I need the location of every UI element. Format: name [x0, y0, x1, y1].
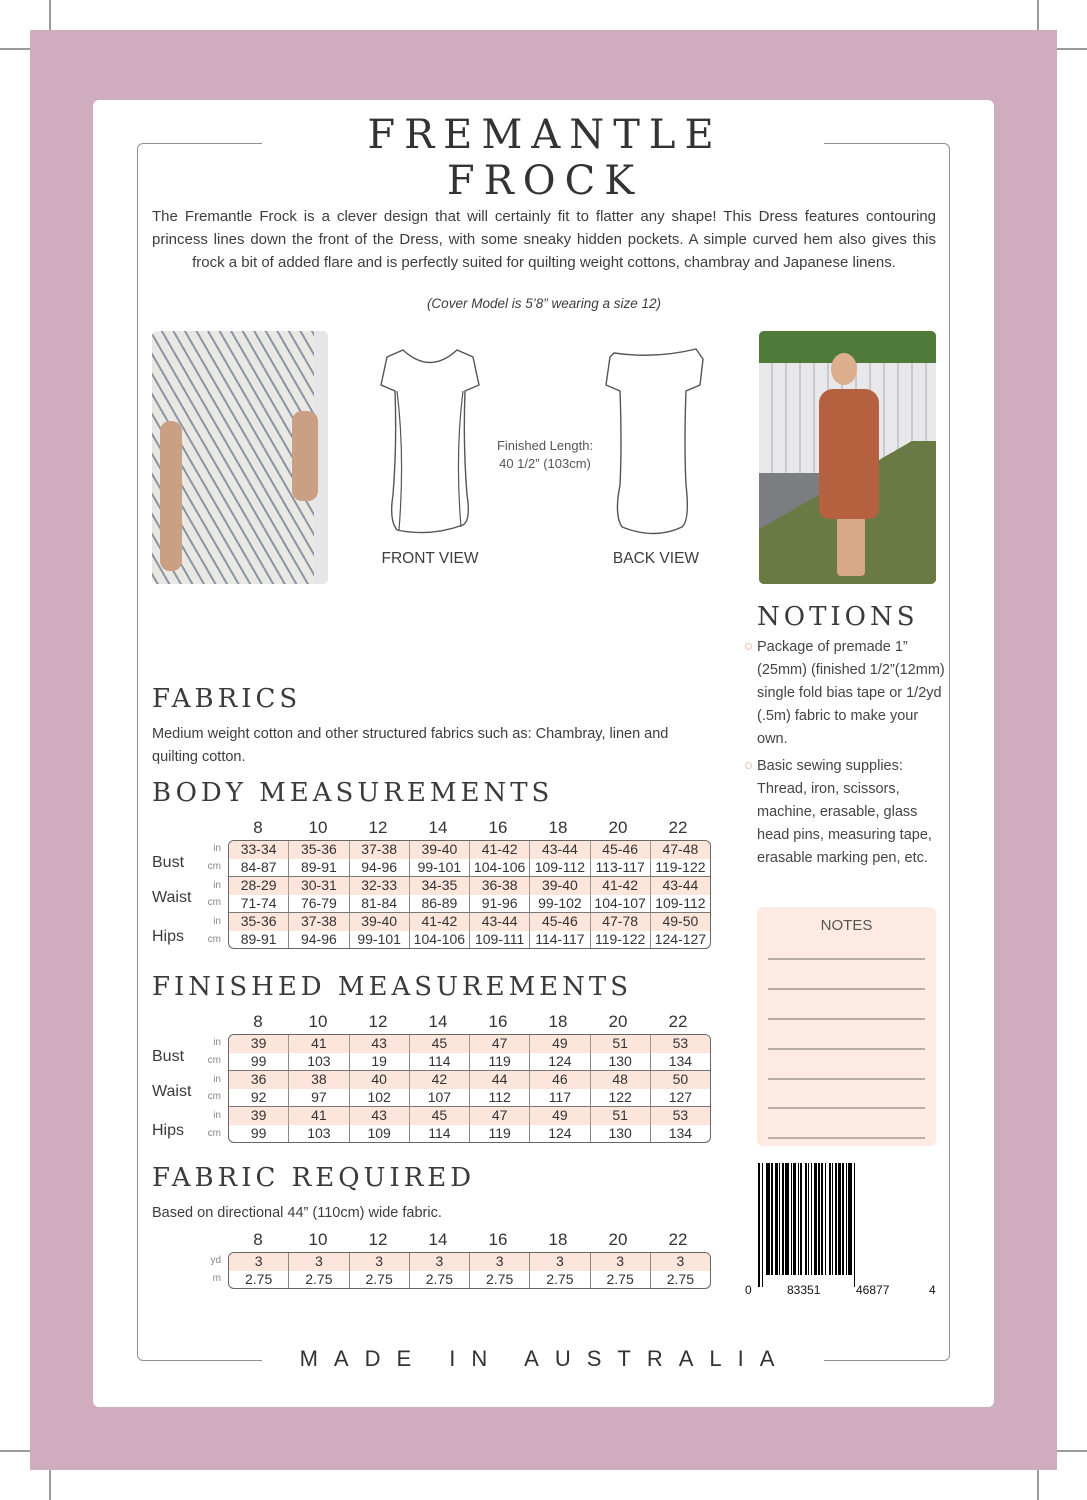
barcode-digit: 83351: [787, 1283, 821, 1297]
unit-label: in: [213, 879, 221, 891]
table-cell: 36: [250, 1071, 267, 1087]
back-view-label: BACK VIEW: [612, 550, 700, 567]
table-cell: 84-87: [240, 858, 277, 875]
unit-label: in: [213, 1073, 221, 1085]
table-cell: 3: [650, 1253, 710, 1271]
size-column-header: 12: [368, 818, 388, 837]
notion-text: Basic sewing supplies: Thread, iron, scissors, machine, erasable, glass head pins, measuring tape, erasable marking pen, etc.: [757, 758, 932, 866]
table-cell: 89-91: [240, 930, 277, 947]
notes-line: [768, 1018, 925, 1020]
table-group: [229, 841, 710, 876]
table-cell: 99-101: [409, 859, 469, 877]
bullet-circle-icon: [745, 762, 752, 769]
table-cell: 47: [469, 1035, 529, 1053]
size-column-header: 16: [488, 1230, 508, 1249]
table-cell: 41: [288, 1107, 348, 1125]
photo-head: [831, 353, 857, 385]
notions-heading: NOTIONS: [757, 602, 919, 632]
table-cell: 3: [529, 1253, 589, 1271]
table-cell: 94-96: [349, 859, 409, 877]
size-column-header: 16: [488, 1012, 508, 1031]
size-column-header: 12: [368, 1230, 388, 1249]
fabric-required-subtitle: Based on directional 44” (110cm) wide fabric.: [152, 1205, 442, 1221]
table-row: [229, 931, 710, 949]
table-cell: 114: [409, 1125, 469, 1143]
table-cell: 2.75: [245, 1270, 273, 1287]
table-cell: 119: [469, 1125, 529, 1143]
table-cell: 41-42: [409, 913, 469, 931]
table-cell: 30-31: [288, 877, 348, 895]
table-row: [229, 1253, 710, 1271]
table-cell: 41: [288, 1035, 348, 1053]
table-cell: 119: [469, 1053, 529, 1071]
notes-line: [768, 1107, 925, 1109]
size-column-header: 18: [548, 1012, 568, 1031]
size-column-header: 10: [308, 1012, 328, 1031]
table-row: [229, 1125, 710, 1143]
body-measurements-heading: BODY MEASUREMENTS: [152, 778, 554, 808]
crop-mark: [0, 1450, 33, 1452]
list-item: [745, 755, 945, 870]
table-cell: 109: [349, 1125, 409, 1143]
table-row: [229, 841, 710, 859]
table-row: [229, 859, 710, 877]
table-cell: 109-111: [469, 931, 529, 949]
table-cell: 43: [349, 1035, 409, 1053]
table-group: [229, 1070, 710, 1106]
table-group: [229, 876, 710, 912]
row-label-bust: Bust: [152, 1048, 185, 1065]
barcode-bar: [855, 1163, 857, 1275]
table-cell: 43-44: [469, 913, 529, 931]
notions-list: [745, 636, 945, 874]
table-cell: 53: [650, 1035, 710, 1053]
crop-mark: [1054, 48, 1087, 50]
fabrics-text: Medium weight cotton and other structured fabrics such as: Chambray, linen and quilting cotton.: [152, 726, 669, 765]
row-label-waist: Waist: [152, 889, 192, 906]
notes-line: [768, 1137, 925, 1139]
table-cell: 46: [529, 1071, 589, 1089]
table-cell: 2.75: [590, 1271, 650, 1289]
table-cell: 3: [254, 1253, 263, 1269]
table-row: [229, 913, 710, 931]
barcode-digit: 0: [745, 1283, 752, 1297]
unit-label: cm: [207, 897, 221, 908]
table-cell: 122: [590, 1089, 650, 1107]
table-cell: 104-107: [590, 895, 650, 913]
table-cell: 3: [469, 1253, 529, 1271]
notes-line: [768, 1078, 925, 1080]
table-cell: 32-33: [349, 877, 409, 895]
table-cell: 109-112: [529, 859, 589, 877]
table-cell: 3: [590, 1253, 650, 1271]
size-column-header: 14: [428, 1230, 448, 1249]
table-cell: 109-112: [650, 895, 710, 913]
table-group: [229, 1035, 710, 1070]
cover-model-note: (Cover Model is 5’8” wearing a size 12): [426, 296, 662, 311]
size-column-header: 18: [548, 818, 568, 837]
size-column-header: 20: [608, 1012, 628, 1031]
table-cell: 49: [529, 1035, 589, 1053]
table-cell: 114: [409, 1053, 469, 1071]
table-row: [229, 877, 710, 895]
table-cell: 99-102: [529, 895, 589, 913]
table-cell: 99: [250, 1052, 267, 1069]
finished-length-label: Finished Length:: [496, 438, 594, 453]
size-column-header: 22: [668, 1230, 688, 1249]
table-row: [229, 1035, 710, 1053]
table-row: [229, 1089, 710, 1107]
table-cell: 124: [529, 1125, 589, 1143]
size-column-header: 22: [668, 818, 688, 837]
table-cell: 86-89: [409, 895, 469, 913]
table-row: [229, 1053, 710, 1071]
unit-label: cm: [207, 1127, 221, 1139]
table-cell: 104-106: [409, 931, 469, 949]
table-cell: 43-44: [650, 877, 710, 895]
table-cell: 71-74: [240, 894, 277, 911]
unit-label: in: [213, 843, 221, 854]
table-cell: 53: [650, 1107, 710, 1125]
size-column-header: 16: [488, 818, 508, 837]
table-cell: 37-38: [288, 913, 348, 931]
crop-mark: [1054, 1450, 1087, 1452]
fabrics-heading: FABRICS: [152, 684, 302, 714]
front-view-label: FRONT VIEW: [381, 550, 479, 567]
table-cell: 43-44: [529, 841, 589, 859]
table-cell: 38: [288, 1071, 348, 1089]
table-cell: 130: [590, 1125, 650, 1143]
table-cell: 51: [590, 1035, 650, 1053]
body-measurements-table: [228, 840, 711, 949]
size-column-header: 14: [428, 1012, 448, 1031]
fabric-required-table: [228, 1252, 711, 1289]
table-cell: 41-42: [469, 841, 529, 859]
table-cell: 2.75: [650, 1271, 710, 1289]
table-cell: 103: [288, 1053, 348, 1071]
table-cell: 117: [529, 1089, 589, 1107]
table-cell: 19: [349, 1053, 409, 1071]
table-group: [229, 1106, 710, 1142]
table-cell: 94-96: [288, 931, 348, 949]
row-label-hips: Hips: [152, 928, 185, 945]
table-cell: 41-42: [590, 877, 650, 895]
table-cell: 89-91: [288, 859, 348, 877]
table-cell: 49: [529, 1107, 589, 1125]
table-row: [229, 1071, 710, 1089]
table-cell: 51: [590, 1107, 650, 1125]
barcode-digit: 4: [929, 1283, 936, 1297]
notion-text: Package of premade 1” (25mm) (finished 1/2”(12mm) single fold bias tape or 1/2yd (.5m) fabric to make your own.: [757, 639, 945, 747]
unit-label: cm: [207, 1091, 221, 1102]
size-column-header: 10: [308, 1230, 328, 1249]
unit-label: cm: [207, 1054, 221, 1066]
size-column-header: 20: [608, 1230, 628, 1249]
front-photo: [152, 331, 328, 584]
table-cell: 124: [529, 1053, 589, 1071]
table-cell: 47-78: [590, 913, 650, 931]
table-cell: 34-35: [409, 877, 469, 895]
table-cell: 124-127: [650, 931, 710, 949]
table-cell: 39: [250, 1035, 267, 1051]
table-cell: 92: [250, 1088, 267, 1105]
table-cell: 81-84: [349, 895, 409, 913]
table-cell: 39-40: [409, 841, 469, 859]
size-column-header: 20: [608, 818, 628, 837]
table-row: [229, 1271, 710, 1289]
crop-mark: [49, 1467, 51, 1500]
size-column-header: 8: [253, 1012, 263, 1031]
table-cell: 2.75: [529, 1271, 589, 1289]
photo-arm: [292, 411, 318, 501]
table-cell: 104-106: [469, 859, 529, 877]
table-cell: 112: [469, 1089, 529, 1107]
table-cell: 43: [349, 1107, 409, 1125]
table-cell: 50: [650, 1071, 710, 1089]
table-cell: 35-36: [240, 913, 277, 929]
size-column-header: 8: [253, 818, 263, 837]
table-cell: 130: [590, 1053, 650, 1071]
table-cell: 3: [409, 1253, 469, 1271]
table-cell: 49-50: [650, 913, 710, 931]
made-in-australia: MADE IN AUSTRALIA: [299, 1346, 791, 1371]
front-view-sketch-icon: [375, 345, 485, 545]
table-cell: 44: [469, 1071, 529, 1089]
table-cell: 39-40: [349, 913, 409, 931]
model-photo: [759, 331, 936, 584]
table-cell: 3: [349, 1253, 409, 1271]
size-column-header: 14: [428, 818, 448, 837]
table-cell: 42: [409, 1071, 469, 1089]
unit-label: yd: [210, 1255, 221, 1266]
barcode-icon: [758, 1163, 928, 1275]
table-cell: 119-122: [650, 859, 710, 877]
unit-label: in: [213, 1037, 221, 1048]
table-cell: 33-34: [240, 841, 277, 857]
table-cell: 2.75: [349, 1271, 409, 1289]
table-cell: 76-79: [288, 895, 348, 913]
photo-arm: [160, 421, 182, 571]
notes-box: [757, 907, 936, 1146]
row-label-hips: Hips: [152, 1122, 185, 1139]
table-cell: 40: [349, 1071, 409, 1089]
table-row: [229, 895, 710, 913]
table-cell: 45-46: [590, 841, 650, 859]
notes-heading: NOTES: [820, 917, 873, 934]
row-label-bust: Bust: [152, 854, 185, 871]
unit-label: cm: [207, 860, 221, 872]
size-column-header: 22: [668, 1012, 688, 1031]
size-header: [228, 818, 708, 838]
table-cell: 97: [288, 1089, 348, 1107]
notes-line: [768, 1048, 925, 1050]
unit-label: m: [212, 1272, 221, 1284]
table-group: [229, 912, 710, 948]
size-column-header: 12: [368, 1012, 388, 1031]
size-column-header: 8: [253, 1230, 263, 1249]
table-cell: 127: [650, 1089, 710, 1107]
table-cell: 2.75: [409, 1271, 469, 1289]
table-cell: 37-38: [349, 841, 409, 859]
table-cell: 114-117: [529, 931, 589, 949]
size-column-header: 10: [308, 818, 328, 837]
bullet-circle-icon: [745, 643, 752, 650]
table-cell: 2.75: [288, 1271, 348, 1289]
table-cell: 99: [250, 1124, 267, 1141]
notes-line: [768, 988, 925, 990]
table-cell: 134: [650, 1125, 710, 1143]
barcode-digit: 46877: [856, 1283, 890, 1297]
table-cell: 103: [288, 1125, 348, 1143]
table-cell: 39: [250, 1107, 267, 1123]
description: The Fremantle Frock is a clever design that will certainly fit to flatter any shape! This Dress features contouring princess lines down the front of the Dress, with some sneaky hidden pockets. A simple curved hem also gives this frock a bit of added flare and is perfectly suited for quilting weight cottons, chambray and Japanese linens.: [152, 208, 936, 271]
photo-legs: [837, 516, 865, 576]
size-header: [228, 1012, 708, 1032]
table-cell: 36-38: [469, 877, 529, 895]
table-cell: 47: [469, 1107, 529, 1125]
finished-length: [470, 437, 620, 473]
table-cell: 91-96: [469, 895, 529, 913]
table-cell: 113-117: [590, 859, 650, 877]
table-cell: 45-46: [529, 913, 589, 931]
table-cell: 102: [349, 1089, 409, 1107]
list-item: [745, 636, 945, 751]
table-cell: 35-36: [288, 841, 348, 859]
crop-mark: [1037, 0, 1039, 33]
finished-length-value: 40 1/2” (103cm): [499, 456, 591, 471]
finished-measurements-heading: FINISHED MEASUREMENTS: [152, 972, 633, 1002]
table-row: [229, 1107, 710, 1125]
unit-label: cm: [207, 933, 221, 945]
table-cell: 28-29: [240, 877, 277, 893]
table-cell: 47-48: [650, 841, 710, 859]
unit-label: in: [213, 916, 221, 927]
table-cell: 3: [288, 1253, 348, 1271]
finished-measurements-table: [228, 1034, 711, 1143]
crop-mark: [1037, 1467, 1039, 1500]
table-cell: 45: [409, 1035, 469, 1053]
table-cell: 48: [590, 1071, 650, 1089]
table-cell: 99-101: [349, 931, 409, 949]
table-cell: 134: [650, 1053, 710, 1071]
table-cell: 119-122: [590, 931, 650, 949]
notes-line: [768, 958, 925, 960]
crop-mark: [0, 48, 33, 50]
table-cell: 45: [409, 1107, 469, 1125]
page-title: FREMANTLE FROCK: [367, 112, 723, 204]
photo-dress: [819, 389, 879, 519]
row-label-waist: Waist: [152, 1083, 192, 1100]
size-header: [228, 1230, 708, 1250]
crop-mark: [49, 0, 51, 33]
size-column-header: 18: [548, 1230, 568, 1249]
table-cell: 39-40: [529, 877, 589, 895]
table-cell: 107: [409, 1089, 469, 1107]
fabric-required-heading: FABRIC REQUIRED: [152, 1163, 476, 1193]
table-cell: 2.75: [469, 1271, 529, 1289]
unit-label: in: [213, 1110, 221, 1121]
